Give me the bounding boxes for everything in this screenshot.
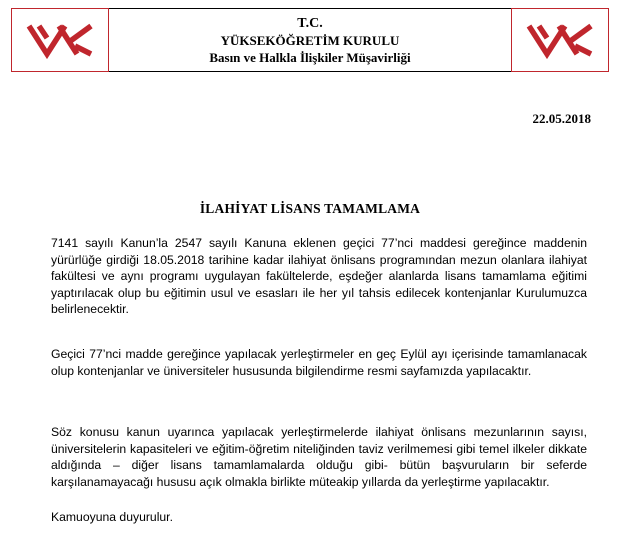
paragraph-2: Geçici 77’nci madde gereğince yapılacak yerleştirmeler en geç Eylül ayı içerisinde tamamlanacak olup kontenjanlar ve üniversiteler hususunda bilgilendirme resmi sayfamızda yapılacaktır.: [51, 347, 587, 378]
header-line-office: Basın ve Halkla İlişkiler Müşavirliği: [209, 50, 411, 65]
document-title: İLAHİYAT LİSANS TAMAMLAMA: [199, 201, 421, 216]
document-date: 22.05.2018: [532, 111, 591, 126]
institution-name: [110, 15, 510, 66]
header-line-institution: YÜKSEKÖĞRETİM KURULU: [220, 33, 400, 48]
yok-logo-icon: [525, 20, 595, 60]
header-line-tc: T.C.: [297, 16, 323, 31]
paragraph-3: Söz konusu kanun uyarınca yapılacak yerleştirmelerde ilahiyat önlisans mezunlarının sayısı, üniversitelerin kapasiteleri ve eğitim-öğretim niteliğinden taviz verilmemesi gibi temel ilkeler dikkate aldığında – diğer lisans tamamlamalarda olduğu gibi- bütün başvuruların bir seferde karşılanamayacağı hususu açık olmakla birlikte müteakip yıllarda da yerleştirme yapılacaktır.: [51, 425, 587, 489]
paragraph-1: 7141 sayılı Kanun’la 2547 sayılı Kanuna eklenen geçici 77’nci maddesi gereğince maddenin yürürlüğe girdiği 18.05.2018 tarihine kadar ilahiyat önlisans programından mezun olanlara ilahiyat fakültesi ve aynı programı uygulayan fakültelerde, eşdeğer alanlarda lisans tamamlama eğitimi yaptırılacak olup bu eğitimin usul ve esasları ile her yıl tahsis edilecek kontenjanlar Kurulumuzca belirlenecektir.: [51, 236, 587, 316]
logo-left: [11, 8, 109, 72]
logo-right: [511, 8, 609, 72]
letterhead: [11, 8, 609, 72]
closing-line: Kamuoyuna duyurulur.: [51, 510, 173, 524]
yok-logo-icon: [25, 20, 95, 60]
